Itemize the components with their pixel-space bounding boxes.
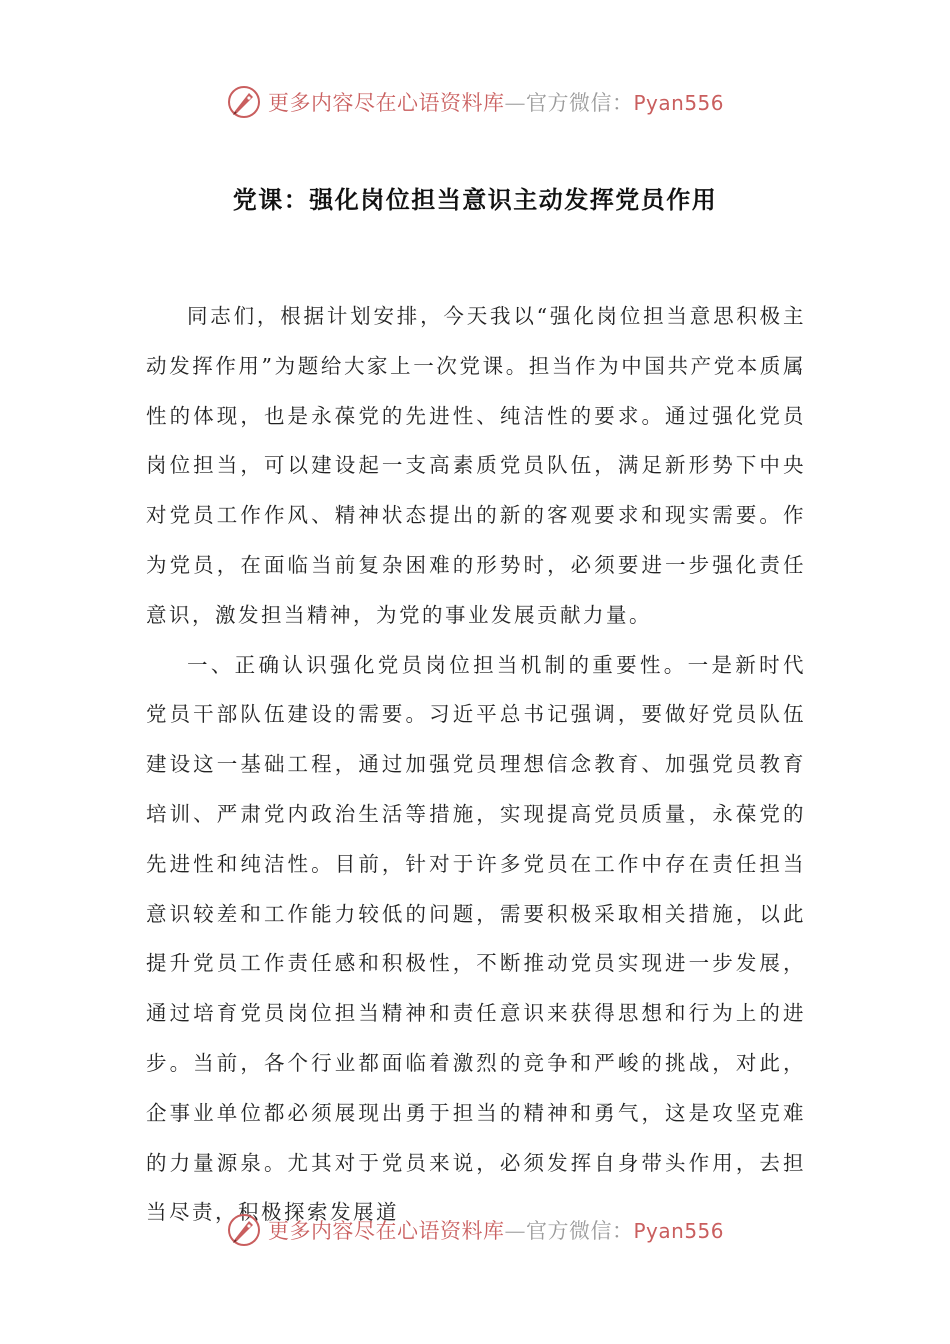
banner-main-text: 更多内容尽在心语资料库	[267, 1219, 505, 1243]
banner-wechat-id: Pyan556	[633, 1219, 724, 1243]
banner-separator: —	[504, 91, 526, 115]
footer-watermark-banner	[0, 1208, 950, 1252]
banner-wechat-label: 官方微信：	[525, 1219, 634, 1243]
banner-text	[268, 87, 724, 117]
banner-main-text: 更多内容尽在心语资料库	[267, 91, 505, 115]
header-watermark-banner	[0, 80, 950, 124]
banner-text	[268, 1215, 724, 1245]
document-body	[146, 292, 806, 1238]
pen-nib-logo-icon	[226, 84, 262, 120]
banner-separator: —	[504, 1219, 526, 1243]
paragraph-intro: 同志们，根据计划安排，今天我以“强化岗位担当意思积极主动发挥作用”为题给大家上一次党课。担当作为中国共产党本质属性的体现，也是永葆党的先进性、纯洁性的要求。通过强化党员岗位担当，可以建设起一支高素质党员队伍，满足新形势下中央对党员工作作风、精神状态提出的新的客观要求和现实需要。作为党员，在面临当前复杂困难的形势时，必须要进一步强化责任意识，激发担当精神，为党的事业发展贡献力量。	[146, 304, 806, 627]
paragraph-section-one: 一、正确认识强化党员岗位担当机制的重要性。一是新时代党员干部队伍建设的需要。习近平总书记强调，要做好党员队伍建设这一基础工程，通过加强党员理想信念教育、加强党员教育培训、严肃党内政治生活等措施，实现提高党员质量，永葆党的先进性和纯洁性。目前，针对于许多党员在工作中存在责任担当意识较差和工作能力较低的问题，需要积极采取相关措施，以此提升党员工作责任感和积极性，不断推动党员实现进一步发展，通过培育党员岗位担当精神和责任意识来获得思想和行为上的进步。当前，各个行业都面临着激烈的竞争和严峻的挑战，对此，企事业单位都必须展现出勇于担当的精神和勇气，这是攻坚克难的力量源泉。尤其对于党员来说，必须发挥自身带头作用，去担当尽责，积极探索发展道	[146, 652, 806, 1225]
pen-nib-logo-icon	[226, 1212, 262, 1248]
document-title: 党课：强化岗位担当意识主动发挥党员作用	[232, 186, 718, 214]
banner-wechat-id: Pyan556	[633, 91, 724, 115]
banner-wechat-label: 官方微信：	[525, 91, 634, 115]
